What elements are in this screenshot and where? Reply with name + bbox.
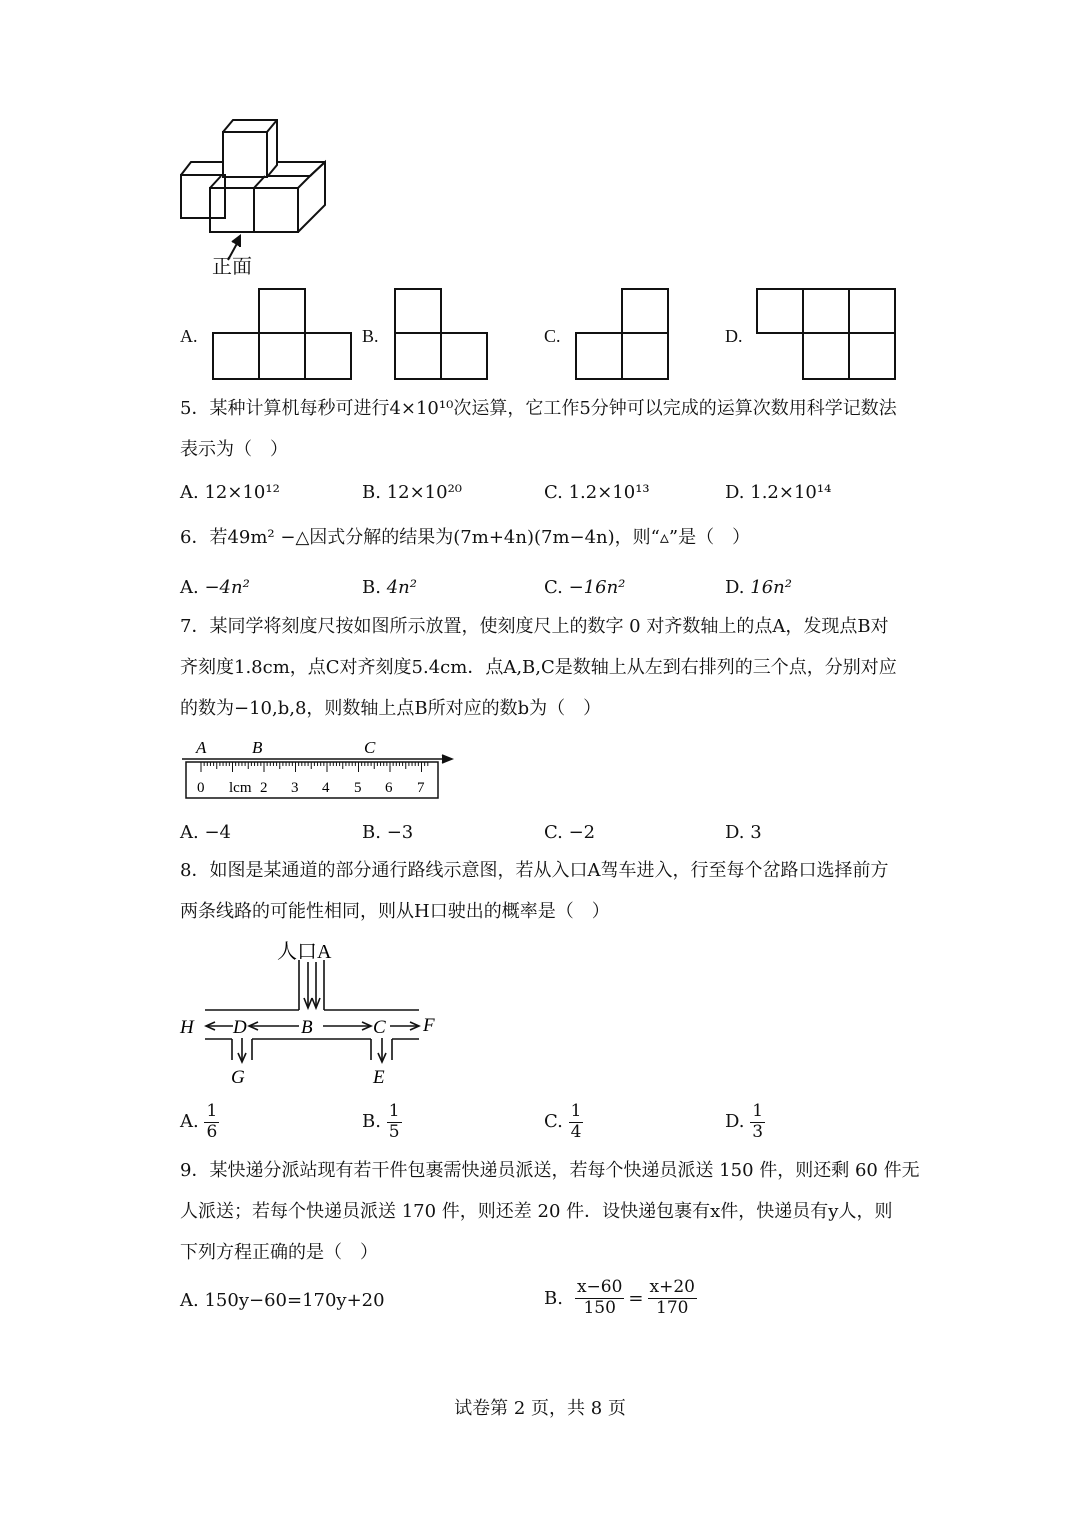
q9-option-b-num-right: x+20	[649, 1277, 695, 1297]
q4-option-b-figure[interactable]	[392, 286, 490, 382]
q8-option-c-letter: C.	[544, 1111, 563, 1133]
q8-line2: 两条线路的可能性相同，则从H口驶出的概率是（ ）	[180, 901, 610, 922]
q8-option-a-den: 6	[206, 1121, 218, 1142]
ruler-tick-4: 4	[322, 780, 330, 796]
q7-option-c-text: −2	[568, 822, 596, 843]
q9-option-b-letter: B.	[544, 1287, 563, 1309]
node-b: B	[301, 1017, 313, 1038]
q4-option-a-figure[interactable]	[210, 286, 355, 382]
ruler-tick-5: 5	[354, 780, 362, 796]
q5-option-c[interactable]	[544, 482, 650, 503]
q8-option-b-den: 5	[388, 1121, 400, 1142]
cube-figure	[170, 110, 350, 285]
q8-option-a-letter: A.	[180, 1111, 199, 1133]
q7-option-a[interactable]	[180, 822, 231, 843]
q8-option-a-num: 1	[206, 1101, 218, 1121]
node-f: F	[423, 1015, 435, 1036]
q4-option-d-letter: D.	[725, 326, 743, 346]
q9-line3: 下列方程正确的是（ ）	[180, 1242, 378, 1263]
q5-option-b-text: 12×10²⁰	[386, 482, 463, 503]
q4-option-c-figure[interactable]	[573, 286, 671, 382]
q6-option-a-text: −4n²	[204, 577, 250, 598]
q5-option-c-text: 1.2×10¹³	[568, 482, 650, 503]
node-d: D	[233, 1017, 247, 1038]
q9-option-b-num-left: x−60	[576, 1277, 623, 1297]
q5-option-a-text: 12×10¹²	[204, 482, 280, 503]
q9-line1: 9．某快递分派站现有若干件包裹需快递员派送，若每个快递员派送 150 件，则还剩 60 件无	[180, 1160, 920, 1181]
ruler-figure	[180, 735, 460, 803]
entrance-label: 人口A	[277, 941, 332, 963]
q6-option-d-letter: D.	[725, 577, 745, 598]
q6-option-c-letter: C.	[544, 577, 563, 598]
q9-option-b-den-left: 150	[583, 1297, 616, 1318]
q7-option-b-text: −3	[386, 822, 414, 843]
q8-option-c-num: 1	[570, 1101, 582, 1121]
q4-option-b-letter: B.	[362, 326, 379, 346]
q6-option-d-text: 16n²	[750, 577, 792, 598]
q5-option-b[interactable]	[362, 482, 462, 503]
q5-option-a[interactable]	[180, 482, 280, 503]
q8-option-a[interactable]	[180, 1102, 219, 1142]
q6-option-b[interactable]	[362, 577, 417, 598]
node-e: E	[373, 1067, 385, 1088]
q5-line2: 表示为（ ）	[180, 439, 288, 460]
ruler-point-b: B	[252, 738, 263, 757]
q6-option-a[interactable]	[180, 577, 250, 598]
q7-option-b[interactable]	[362, 822, 413, 843]
q7-option-d-letter: D.	[725, 822, 745, 843]
ruler-point-a: A	[196, 738, 207, 757]
q5-option-a-letter: A.	[180, 482, 199, 503]
front-label: 正面	[212, 254, 252, 278]
q7-option-c[interactable]	[544, 822, 595, 843]
ruler-point-c: C	[364, 738, 376, 757]
q6-option-c-text: −16n²	[568, 577, 626, 598]
q6-option-a-letter: A.	[180, 577, 199, 598]
q8-option-b-num: 1	[388, 1101, 400, 1121]
q7-line1: 7．某同学将刻度尺按如图所示放置，使刻度尺上的数字 0 对齐数轴上的点A，发现点B对	[180, 616, 889, 637]
node-c: C	[373, 1017, 386, 1038]
q8-option-d-num: 1	[752, 1101, 764, 1121]
node-g: G	[231, 1067, 245, 1088]
q8-option-c-den: 4	[570, 1121, 582, 1142]
q8-option-c[interactable]	[544, 1102, 583, 1142]
q6-option-c[interactable]	[544, 577, 625, 598]
ruler-tick-1: lcm	[229, 780, 252, 796]
q6-option-b-text: 4n²	[386, 577, 417, 598]
q7-option-d-text: 3	[750, 822, 762, 843]
q5-line1: 5．某种计算机每秒可进行4×10¹⁰次运算，它工作5分钟可以完成的运算次数用科学记数法	[180, 398, 897, 419]
ruler-tick-3: 3	[291, 780, 299, 796]
page-footer: 试卷第 2 页，共 8 页	[454, 1398, 626, 1419]
q4-option-c-letter: C.	[544, 326, 561, 346]
q8-option-d[interactable]	[725, 1102, 765, 1142]
q8-option-d-letter: D.	[725, 1111, 745, 1133]
ruler-tick-6: 6	[385, 780, 393, 796]
q5-option-b-letter: B.	[362, 482, 381, 503]
q7-option-a-text: −4	[204, 822, 232, 843]
q7-line3: 的数为−10,b,8，则数轴上点B所对应的数b为（ ）	[180, 698, 602, 719]
route-diagram	[175, 938, 450, 1088]
q9-option-a-text: 150y−60=170y+20	[204, 1290, 385, 1311]
ruler-tick-0: 0	[197, 780, 205, 796]
q7-option-d[interactable]	[725, 822, 762, 843]
q7-option-a-letter: A.	[180, 822, 199, 843]
q9-option-a-letter: A.	[180, 1290, 199, 1311]
q7-option-c-letter: C.	[544, 822, 563, 843]
ruler-tick-2: 2	[260, 780, 268, 796]
q8-option-b[interactable]	[362, 1102, 402, 1142]
q7-line2: 齐刻度1.8cm，点C对齐刻度5.4cm．点A,B,C是数轴上从左到右排列的三个点，分别对应	[180, 657, 897, 678]
q9-option-b[interactable]	[544, 1278, 697, 1318]
q9-option-b-den-right: 170	[656, 1297, 689, 1318]
q5-option-d[interactable]	[725, 482, 831, 503]
q8-option-d-den: 3	[752, 1121, 764, 1142]
q7-option-b-letter: B.	[362, 822, 381, 843]
q4-option-d-figure[interactable]	[754, 286, 899, 382]
q6-option-d[interactable]	[725, 577, 792, 598]
q6-line1: 6．若49m² −△因式分解的结果为(7m+4n)(7m−4n)，则“▵”是（ ）	[180, 527, 751, 548]
q8-option-b-letter: B.	[362, 1111, 381, 1133]
ruler-tick-7: 7	[417, 780, 425, 796]
q5-option-d-letter: D.	[725, 482, 745, 503]
q5-option-d-text: 1.2×10¹⁴	[750, 482, 832, 503]
q5-option-c-letter: C.	[544, 482, 563, 503]
q9-option-b-eq: =	[628, 1287, 644, 1309]
q8-line1: 8．如图是某通道的部分通行路线示意图，若从入口A驾车进入，行至每个岔路口选择前方	[180, 860, 889, 881]
q9-line2: 人派送；若每个快递员派送 170 件，则还差 20 件．设快递包裹有x件，快递员有y人，则	[180, 1201, 893, 1222]
q6-option-b-letter: B.	[362, 577, 381, 598]
q4-option-a-letter: A.	[180, 326, 198, 346]
q9-option-a[interactable]	[180, 1290, 385, 1311]
node-h: H	[180, 1017, 194, 1038]
